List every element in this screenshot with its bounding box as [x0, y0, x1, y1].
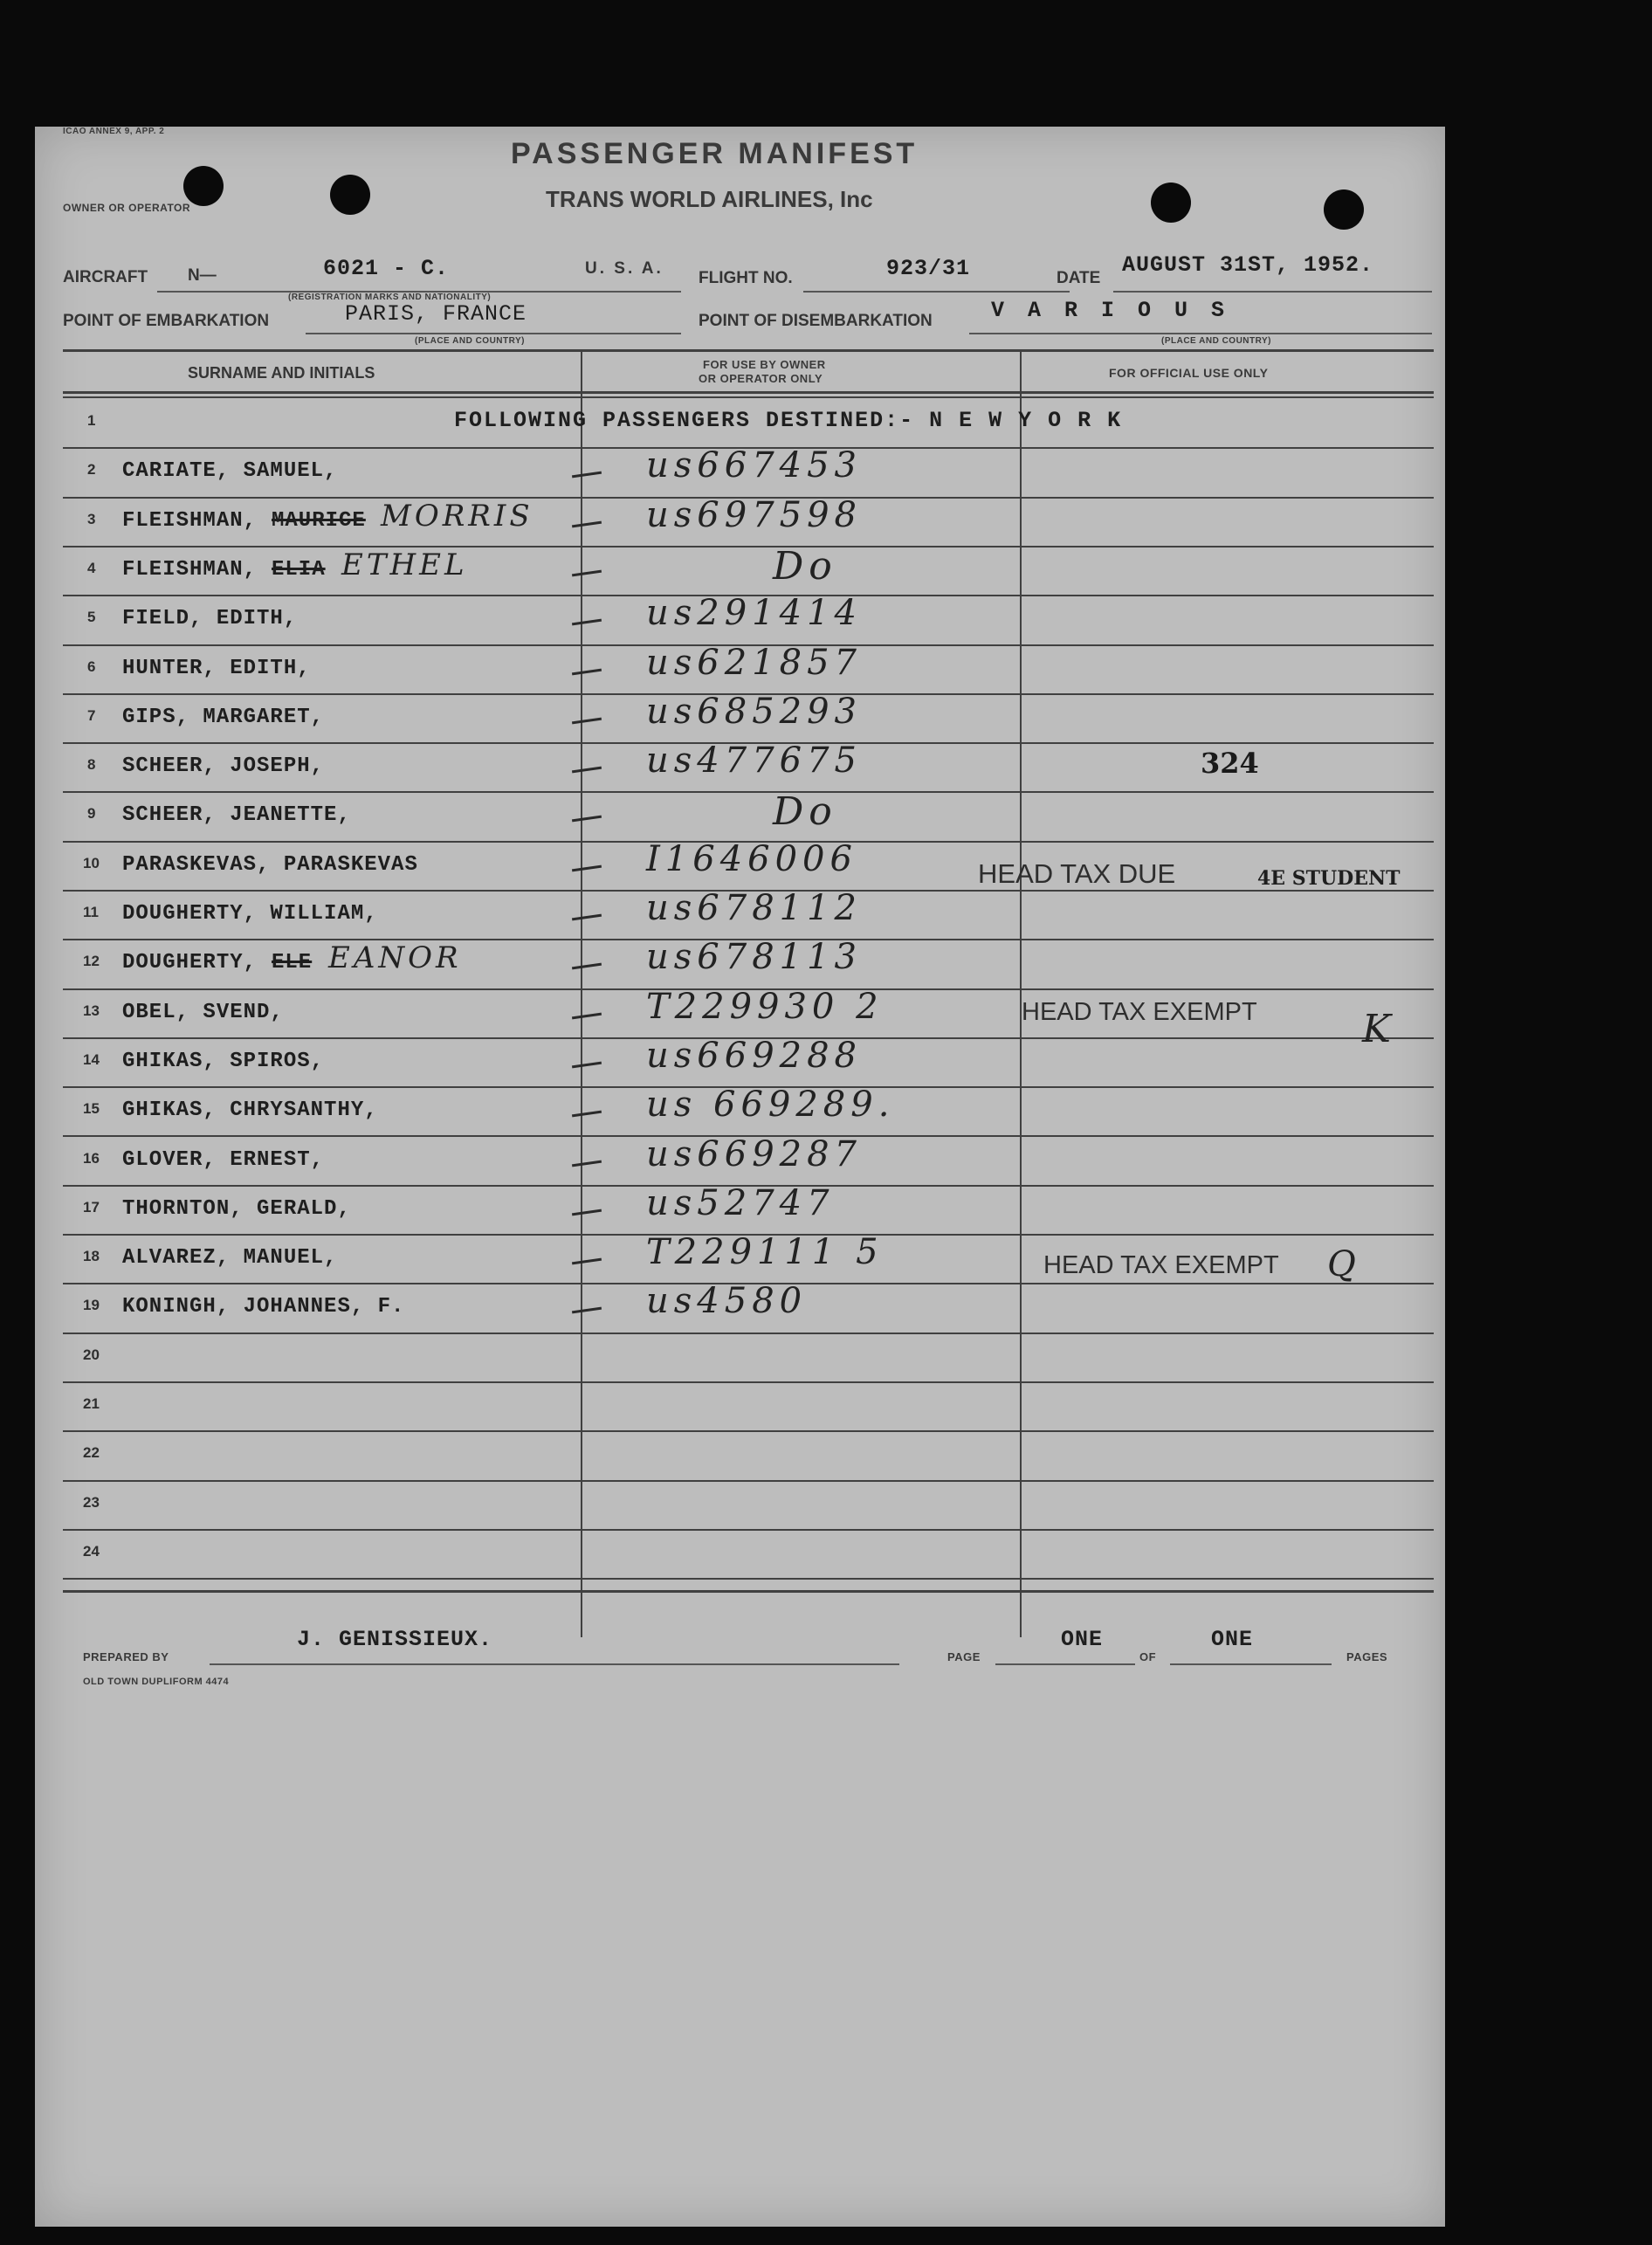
tick-mark — [572, 914, 602, 921]
passenger-name: GLOVER, ERNEST, — [122, 1148, 325, 1172]
passenger-name: PARASKEVAS, PARASKEVAS — [122, 853, 418, 877]
passenger-name: GHIKAS, SPIROS, — [122, 1050, 325, 1073]
passport-number: T229111 5 — [646, 1232, 884, 1272]
place-caption-2: (PLACE AND COUNTRY) — [1161, 336, 1271, 346]
tick-mark — [572, 521, 602, 528]
passenger-name: FIELD, EDITH, — [122, 607, 298, 630]
tick-mark — [572, 718, 602, 725]
passenger-name: FLEISHMAN, — [122, 558, 258, 582]
tick-mark — [572, 816, 602, 823]
row-rule — [63, 1578, 1434, 1580]
passenger-name: KONINGH, JOHANNES, F. — [122, 1295, 405, 1319]
handwritten-name: EANOR — [328, 940, 462, 975]
head-tax-exempt-stamp-2: HEAD TAX EXEMPT — [1043, 1251, 1279, 1279]
passport-number: us52747 — [646, 1183, 835, 1223]
passport-number: us477675 — [646, 740, 862, 781]
passenger-name: GIPS, MARGARET, — [122, 706, 325, 729]
passport-number: us697598 — [646, 495, 862, 535]
row-number: 23 — [83, 1494, 100, 1511]
row-rule — [63, 546, 1434, 547]
flight-value: 923/31 — [886, 256, 971, 281]
row-number: 9 — [87, 805, 96, 822]
punch-hole — [1151, 182, 1191, 223]
passenger-name: SCHEER, JOSEPH, — [122, 754, 325, 778]
row-number: 21 — [83, 1395, 100, 1412]
passenger-name: HUNTER, EDITH, — [122, 657, 311, 680]
col-owner-header-2: OR OPERATOR ONLY — [699, 372, 823, 385]
row-number: 1 — [87, 412, 96, 429]
row-number: 5 — [87, 609, 96, 625]
row-number: 14 — [83, 1051, 100, 1068]
punch-hole — [183, 166, 224, 206]
form-code: ICAO ANNEX 9, APP. 2 — [63, 127, 165, 136]
passport-number: us669287 — [646, 1134, 862, 1174]
head-tax-due-stamp: HEAD TAX DUE — [978, 858, 1176, 889]
row-number: 3 — [87, 511, 96, 527]
punch-hole — [330, 175, 370, 215]
row-rule — [63, 1333, 1434, 1334]
passenger-name: ALVAREZ, MANUEL, — [122, 1246, 338, 1270]
aircraft-label: AIRCRAFT — [63, 268, 148, 286]
embarkation-label: POINT OF EMBARKATION — [63, 312, 270, 330]
passport-number: us 669289. — [646, 1085, 895, 1125]
tick-mark — [572, 1013, 602, 1020]
row-number: 20 — [83, 1346, 100, 1363]
handwritten-name: ETHEL — [341, 547, 468, 582]
passport-number: Do — [773, 544, 837, 589]
head-tax-exempt-stamp-1: HEAD TAX EXEMPT — [1022, 998, 1257, 1026]
row-number: 11 — [83, 904, 99, 920]
prepared-label: PREPARED BY — [83, 1650, 169, 1663]
form-title: PASSENGER MANIFEST — [511, 137, 919, 170]
passenger-name: FLEISHMAN, — [122, 509, 258, 533]
aircraft-prefix: N— — [188, 266, 217, 285]
row-number: 18 — [83, 1248, 100, 1264]
passport-number: us621857 — [646, 643, 862, 683]
manifest-sheet — [35, 127, 1445, 2227]
struck-name: ELIA — [272, 558, 326, 582]
row-rule — [63, 791, 1434, 793]
handwritten-name: MORRIS — [381, 499, 533, 534]
row-number: 16 — [83, 1150, 100, 1167]
row-number: 15 — [83, 1100, 100, 1117]
tick-mark — [572, 1258, 602, 1265]
tick-mark — [572, 767, 602, 774]
col-official-header: FOR OFFICIAL USE ONLY — [1109, 366, 1269, 380]
struck-name: ELE — [272, 951, 313, 974]
passport-number: T229930 2 — [646, 987, 884, 1027]
passport-number: us4580 — [646, 1281, 808, 1321]
row-rule — [63, 1381, 1434, 1383]
row-rule — [63, 1480, 1434, 1482]
passport-number: us669288 — [646, 1036, 862, 1076]
flight-label: FLIGHT NO. — [699, 269, 793, 287]
student-note: 4E STUDENT — [1257, 867, 1401, 890]
row-number: 7 — [87, 707, 96, 724]
row-number: 10 — [83, 855, 100, 871]
owner-label: OWNER OR OPERATOR — [63, 202, 191, 214]
date-label: DATE — [1057, 269, 1101, 287]
date-value: AUGUST 31ST, 1952. — [1122, 252, 1374, 278]
of-label: OF — [1139, 1650, 1157, 1663]
row-number: 4 — [87, 560, 96, 576]
punch-hole — [1324, 189, 1364, 230]
registration-caption: (REGISTRATION MARKS AND NATIONALITY) — [288, 293, 492, 302]
embarkation-value: PARIS, FRANCE — [345, 301, 527, 327]
passenger-name: DOUGHERTY, WILLIAM, — [122, 902, 378, 926]
of-value: ONE — [1211, 1627, 1254, 1652]
passenger-name: THORNTON, GERALD, — [122, 1197, 351, 1221]
passport-number: us685293 — [646, 692, 862, 732]
tick-mark — [572, 1209, 602, 1216]
country: U. S. A. — [585, 259, 664, 278]
tick-mark — [572, 1062, 602, 1069]
passport-number: I1646006 — [646, 839, 857, 879]
row-number: 17 — [83, 1199, 100, 1215]
passenger-name: OBEL, SVEND, — [122, 1001, 284, 1024]
prepared-value: J. GENISSIEUX. — [297, 1627, 493, 1652]
disembarkation-label: POINT OF DISEMBARKATION — [699, 312, 933, 330]
page-value: ONE — [1061, 1627, 1104, 1652]
row-number: 2 — [87, 461, 96, 478]
col-owner-header-1: FOR USE BY OWNER — [703, 358, 826, 371]
pages-label: PAGES — [1346, 1650, 1388, 1663]
row-number: 8 — [87, 756, 96, 773]
row-rule — [63, 1430, 1434, 1432]
official-initial-2: Q — [1327, 1244, 1361, 1284]
row-number: 24 — [83, 1543, 100, 1560]
passport-number: Do — [773, 789, 837, 834]
tick-mark — [572, 1111, 602, 1118]
tick-mark — [572, 865, 602, 872]
tick-mark — [572, 963, 602, 970]
passport-number: us678113 — [646, 937, 862, 977]
row-rule — [63, 1529, 1434, 1531]
tick-mark — [572, 1160, 602, 1167]
passport-number: us678112 — [646, 888, 862, 928]
tick-mark — [572, 669, 602, 676]
tick-mark — [572, 1307, 602, 1314]
page-label: PAGE — [947, 1650, 981, 1663]
col-surname-header: SURNAME AND INITIALS — [188, 364, 375, 382]
row-number: 12 — [83, 953, 100, 969]
print-code: OLD TOWN DUPLIFORM 4474 — [83, 1677, 230, 1687]
tick-mark — [572, 570, 602, 577]
passport-number: us667453 — [646, 445, 862, 485]
passenger-name: DOUGHERTY, — [122, 951, 258, 974]
disembarkation-value: V A R I O U S — [991, 298, 1230, 323]
row-number: 13 — [83, 1002, 100, 1019]
passenger-name: CARIATE, SAMUEL, — [122, 459, 338, 483]
official-initial-1: K — [1362, 1007, 1396, 1051]
operator-name: TRANS WORLD AIRLINES, Inc — [546, 186, 873, 212]
struck-name: MAURICE — [272, 509, 366, 533]
destination-note: FOLLOWING PASSENGERS DESTINED:- N E W Y O R K — [454, 408, 1123, 433]
passenger-name: GHIKAS, CHRYSANTHY, — [122, 1098, 378, 1122]
row-number: 22 — [83, 1444, 100, 1461]
aircraft-value: 6021 - C. — [323, 256, 450, 281]
passenger-name: SCHEER, JEANETTE, — [122, 803, 351, 827]
stamp-number: 324 — [1201, 747, 1259, 780]
tick-mark — [572, 619, 602, 626]
row-number: 6 — [87, 658, 96, 675]
passport-number: us291414 — [646, 593, 862, 633]
place-caption-1: (PLACE AND COUNTRY) — [415, 336, 525, 346]
row-number: 19 — [83, 1297, 100, 1313]
tick-mark — [572, 472, 602, 479]
